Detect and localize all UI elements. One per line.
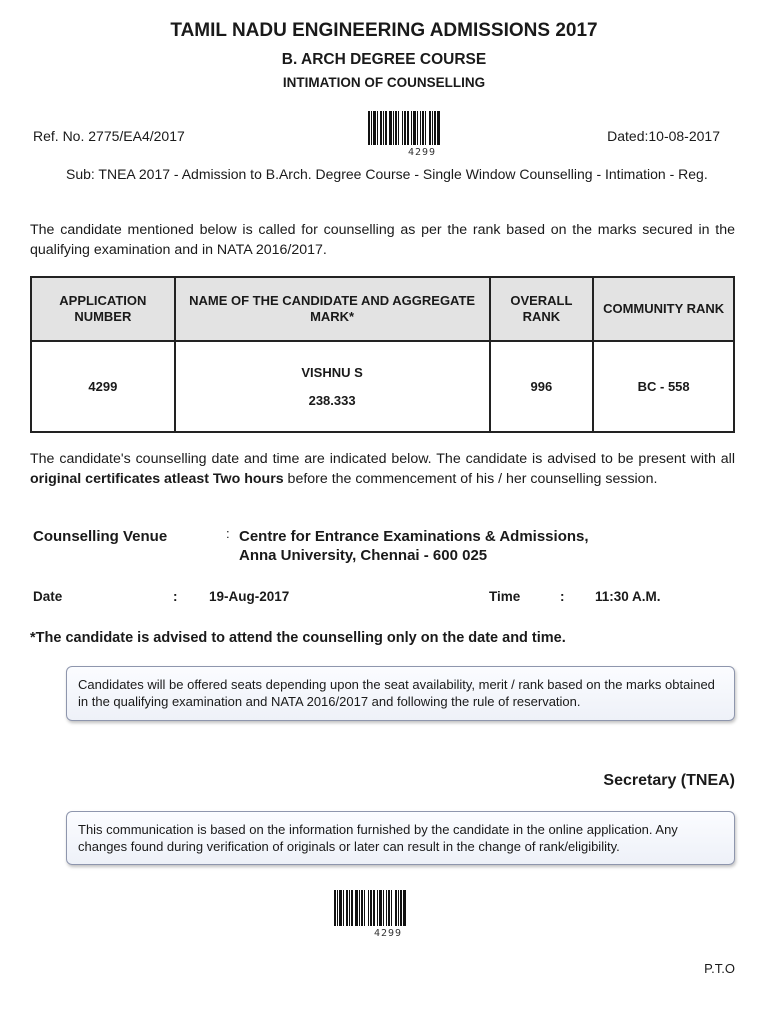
time-colon: : — [560, 589, 565, 604]
schedule-text-1: The candidate's counselling date and time are indicated below. The candidate is advised to be present with all — [30, 451, 735, 467]
community-rank: BC - 558 — [593, 341, 734, 432]
table-header-row — [31, 277, 734, 341]
page-title: TAMIL NADU ENGINEERING ADMISSIONS 2017 — [170, 20, 598, 41]
signatory: Secretary (TNEA) — [603, 772, 735, 789]
aggregate-mark: 238.333 — [308, 392, 356, 408]
page-turn-over: P.T.O — [704, 961, 735, 976]
verification-notice-text: This communication is based on the information furnished by the candidate in the online application. Any changes found during verification of originals or later can result in the change of rank/eligibility. — [78, 822, 678, 854]
venue-address-line2: Anna University, Chennai - 600 025 — [239, 547, 488, 564]
header-name-mark: NAME OF THE CANDIDATE AND AGGREGATE MARK* — [175, 277, 490, 341]
table-row — [31, 341, 734, 432]
date-label: Date — [33, 589, 63, 604]
verification-notice-box — [66, 811, 735, 865]
reference-number: Ref. No. 2775/EA4/2017 — [33, 128, 185, 144]
date-colon: : — [173, 589, 178, 604]
header-application-number: APPLICATION NUMBER — [31, 277, 175, 341]
venue-colon: : — [226, 526, 230, 541]
venue-address-line1: Centre for Entrance Examinations & Admissions, — [239, 528, 589, 545]
candidate-name: VISHNU S — [301, 364, 363, 380]
candidate-table — [30, 276, 735, 433]
subject-line: Sub: TNEA 2017 - Admission to B.Arch. Degree Course - Single Window Counselling - Intimation - Reg. — [66, 166, 708, 182]
barcode-top-number: 4299 — [407, 147, 437, 158]
schedule-paragraph — [30, 450, 735, 489]
name-mark-cell — [175, 341, 490, 432]
course-title: B. ARCH DEGREE COURSE — [281, 51, 487, 68]
schedule-text-2: before the commencement of his / her counselling session. — [283, 470, 658, 487]
counselling-date: 19-Aug-2017 — [209, 589, 290, 604]
barcode-top — [368, 111, 476, 145]
overall-rank: 996 — [490, 341, 594, 432]
counselling-time: 11:30 A.M. — [595, 589, 661, 604]
attendance-advice: *The candidate is advised to attend the counselling only on the date and time. — [30, 630, 566, 646]
time-label: Time — [489, 589, 521, 604]
letter-date: Dated:10-08-2017 — [607, 128, 720, 144]
barcode-bottom — [334, 890, 442, 926]
intro-paragraph: The candidate mentioned below is called for counselling as per the rank based on the marks secured in the qualifying examination and in NATA 2016/2017. — [30, 222, 735, 258]
schedule-text-bold: original certificates atleast Two hours — [30, 470, 284, 487]
header-community-rank: COMMUNITY RANK — [593, 277, 734, 341]
venue-label: Counselling Venue — [33, 528, 168, 545]
seat-notice-box — [66, 666, 735, 721]
application-number: 4299 — [31, 341, 175, 432]
seat-notice-text: Candidates will be offered seats depending upon the seat availability, merit / rank based on the marks obtained in the qualifying examination and NATA 2016/2017 and following the rule of reservation. — [78, 677, 715, 709]
barcode-bottom-number: 4299 — [373, 928, 403, 939]
document-subtitle: INTIMATION OF COUNSELLING — [282, 75, 486, 90]
header-overall-rank: OVERALL RANK — [490, 277, 594, 341]
